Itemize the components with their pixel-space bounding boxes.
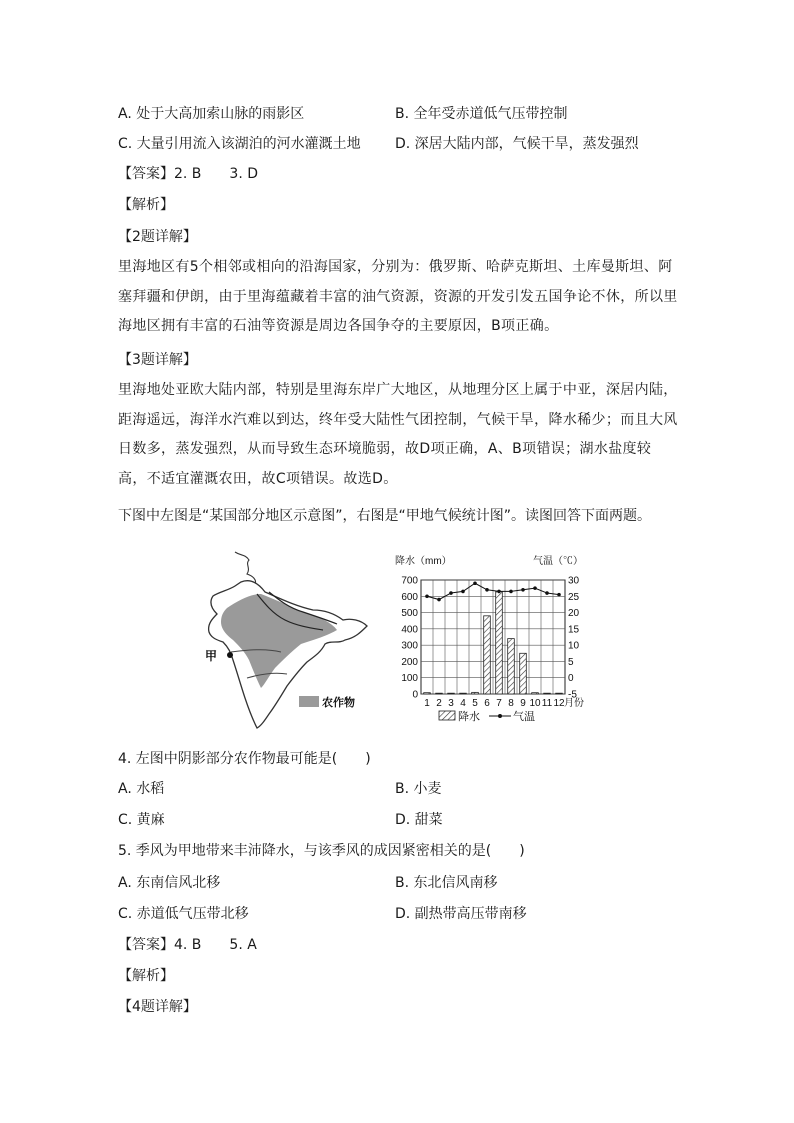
q5-option-d: D. 副热带高压带南移 xyxy=(395,906,527,922)
option-b: B. 全年受赤道低气压带控制 xyxy=(395,106,568,122)
q5-option-a: A. 东南信风北移 xyxy=(118,875,221,891)
temperature-point xyxy=(557,593,561,597)
y2-tick-label: 25 xyxy=(568,591,580,603)
legend-bar-swatch xyxy=(439,711,455,720)
option-d: D. 深居大陆内部，气候干旱，蒸发强烈 xyxy=(395,136,639,152)
climate-chart xyxy=(395,554,584,723)
q4-stem: 4. 左图中阴影部分农作物最可能是( ) xyxy=(118,751,371,767)
x-tick-label: 2 xyxy=(436,698,442,709)
q5-stem: 5. 季风为甲地带来丰沛降水，与该季风的成因紧密相关的是( ) xyxy=(118,843,525,859)
q4-option-a: A. 水稻 xyxy=(118,781,165,797)
figure xyxy=(195,548,595,738)
x-unit-label: 月份 xyxy=(564,698,584,709)
temperature-point xyxy=(449,591,453,595)
y-tick-label: 200 xyxy=(401,656,418,668)
y-tick-label: 0 xyxy=(412,689,418,701)
y-tick-label: 100 xyxy=(401,673,418,685)
y-tick-label: 600 xyxy=(401,591,418,603)
legend-line-dot xyxy=(498,714,502,718)
x-tick-label: 7 xyxy=(496,698,502,709)
temperature-point xyxy=(533,586,537,590)
x-tick-label: 3 xyxy=(448,698,454,709)
q3-detail-text: 里海地处亚欧大陆内部，特别是里海东岸广大地区，从地理分区上属于中亚，深居内陆，距海遥远，海洋水汽难以到达，终年受大陆性气团控制，气候干旱，降水稀少；而且大风日数多，蒸发强烈，从而导致生态环境脆弱，故D项正确，A、B项错误；湖水盐度较高，不适宜灌溉农田，故C项错误。故选D。 xyxy=(118,382,678,487)
q5-option-c: C. 赤道低气压带北移 xyxy=(118,906,249,922)
analysis-label-2: 【解析】 xyxy=(118,968,174,984)
y2-tick-label: -5 xyxy=(568,689,577,701)
precip-bar xyxy=(436,693,443,694)
x-tick-label: 9 xyxy=(520,698,526,709)
temperature-point xyxy=(509,590,513,594)
y2-axis-label: 气温（℃） xyxy=(533,556,583,567)
x-tick-label: 8 xyxy=(508,698,514,709)
northern-border xyxy=(235,552,256,584)
figure-intro: 下图中左图是“某国部分地区示意图”，右图是“甲地气候统计图”。读图回答下面两题。 xyxy=(118,508,652,524)
precip-bar xyxy=(424,693,431,694)
q4-option-d: D. 甜菜 xyxy=(395,812,443,828)
x-tick-label: 1 xyxy=(424,698,430,709)
option-a: A. 处于大高加索山脉的雨影区 xyxy=(118,106,305,122)
y-axis-label: 降水（mm） xyxy=(395,556,452,567)
precip-bar xyxy=(496,591,503,694)
jia-label: 甲 xyxy=(205,649,218,663)
y2-tick-label: 5 xyxy=(568,656,574,668)
temperature-point xyxy=(485,588,489,592)
q3-detail-label: 【3题详解】 xyxy=(118,352,197,368)
y2-tick-label: 0 xyxy=(568,673,574,685)
analysis-label-1: 【解析】 xyxy=(118,197,174,213)
legend-temp: 气温 xyxy=(513,711,535,723)
option-c: C. 大量引用流入该湖泊的河水灌溉土地 xyxy=(118,136,361,152)
y-tick-label: 500 xyxy=(401,608,418,620)
q4-detail-label: 【4题详解】 xyxy=(118,999,197,1015)
x-tick-label: 4 xyxy=(460,698,466,709)
precip-bar xyxy=(544,693,551,694)
y2-tick-label: 15 xyxy=(568,624,580,636)
answer-line-2: 【答案】4. B 5. A xyxy=(118,937,257,953)
x-tick-label: 6 xyxy=(484,698,490,709)
q2-detail-text: 里海地区有5个相邻或相向的沿海国家，分别为：俄罗斯、哈萨克斯坦、土库曼斯坦、阿塞拜疆和伊朗，由于里海蕴藏着丰富的油气资源，资源的开发引发五国争论不休，所以里海地区拥有丰富的石油等资源是周边各国争夺的主要原因，B项正确。 xyxy=(118,259,678,334)
country-map xyxy=(205,552,367,728)
x-tick-label: 12 xyxy=(553,698,565,709)
x-tick-label: 11 xyxy=(541,698,553,709)
x-tick-label: 5 xyxy=(472,698,478,709)
chart-legend xyxy=(439,709,535,723)
temperature-point xyxy=(461,590,465,594)
precip-bar xyxy=(508,639,515,694)
y2-tick-label: 10 xyxy=(568,640,580,652)
q4-option-c: C. 黄麻 xyxy=(118,812,165,828)
temperature-point xyxy=(437,598,441,602)
temperature-point xyxy=(497,590,501,594)
q2-detail-label: 【2题详解】 xyxy=(118,229,197,245)
q5-option-b: B. 东北信风南移 xyxy=(395,875,498,891)
y2-tick-label: 30 xyxy=(568,575,580,587)
temperature-point xyxy=(545,591,549,595)
y-tick-label: 300 xyxy=(401,640,418,652)
temperature-point xyxy=(425,594,429,598)
answer-line-1: 【答案】2. B 3. D xyxy=(118,166,258,182)
x-tick-label: 10 xyxy=(529,698,541,709)
y-tick-label: 700 xyxy=(401,575,418,587)
precip-bar xyxy=(472,692,479,694)
precip-bar xyxy=(448,693,455,694)
legend-label: 农作物 xyxy=(322,697,355,709)
figure-svg xyxy=(195,548,595,738)
legend-rain: 降水 xyxy=(458,711,480,723)
precip-bar xyxy=(520,653,527,694)
precip-bar xyxy=(484,616,491,694)
y2-tick-label: 20 xyxy=(568,608,580,620)
legend-swatch xyxy=(299,696,319,707)
jia-point xyxy=(227,652,233,658)
temperature-point xyxy=(473,581,477,585)
temperature-point xyxy=(521,588,525,592)
y-tick-label: 400 xyxy=(401,624,418,636)
precip-bar xyxy=(532,693,539,694)
q4-option-b: B. 小麦 xyxy=(395,781,442,797)
precip-bar xyxy=(460,693,467,694)
precip-bar xyxy=(556,693,563,694)
